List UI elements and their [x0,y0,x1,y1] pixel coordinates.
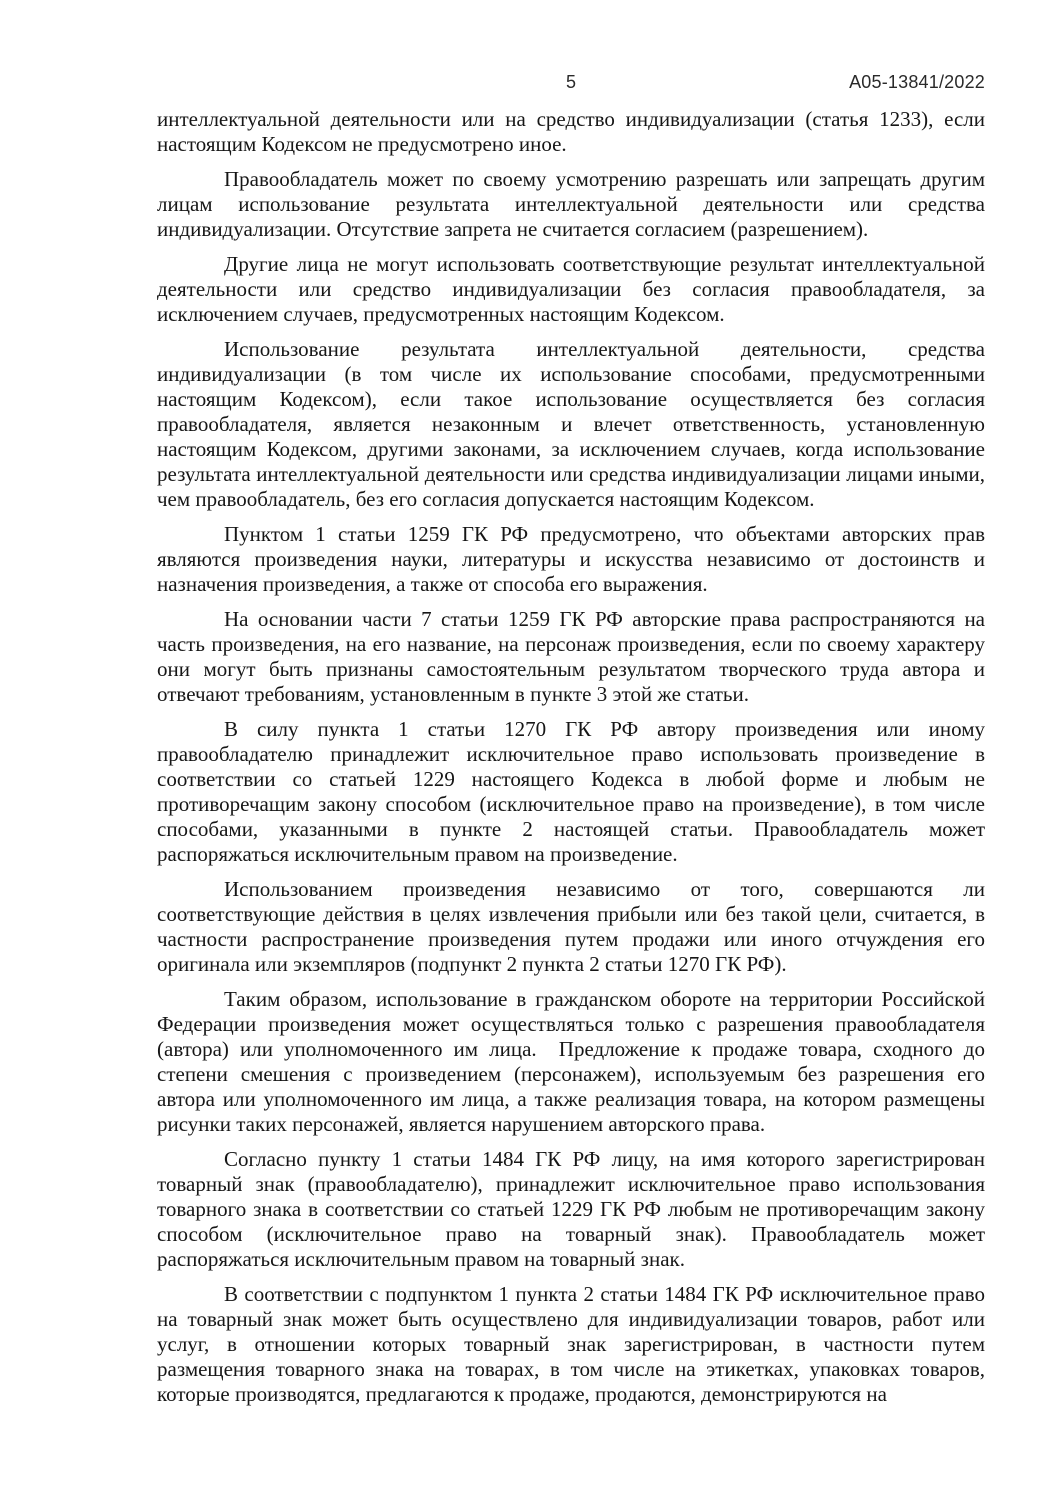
paragraph-5: Пунктом 1 статьи 1259 ГК РФ предусмотрено, что объектами авторских прав являются произведения науки, литературы и искусства независимо от достоинств и назначения произведения, а также от способа его выражения. [157,522,985,596]
page-header [157,72,985,96]
paragraph-2: Правообладатель может по своему усмотрению разрешать или запрещать другим лицам использование результата интеллектуальной деятельности или средства индивидуализации. Отсутствие запрета не считается согласием (разрешением). [157,167,985,241]
document-body [157,107,985,1417]
paragraph-4: Использование результата интеллектуальной деятельности, средства индивидуализации (в том числе их использование способами, предусмотренными настоящим Кодексом), если такое использование осуществляется без согласия правообладателя, является незаконным и влечет ответственность, установленную настоящим Кодексом, другими законами, за исключением случаев, когда использование результата интеллектуальной деятельности или средства индивидуализации лицами иными, чем правообладатель, без его согласия допускается настоящим Кодексом. [157,337,985,511]
paragraph-9: Таким образом, использование в гражданском обороте на территории Российской Федерации произведения может осуществляться только с разрешения правообладателя (автора) или уполномоченного им лица. Предложение к продаже товара, сходного до степени смешения с произведением (персонажем), используемым без разрешения его автора или уполномоченного им лица, а также реализация товара, на котором размещены рисунки таких персонажей, является нарушением авторского права. [157,987,985,1136]
paragraph-7: В силу пункта 1 статьи 1270 ГК РФ автору произведения или иному правообладателю принадлежит исключительное право использовать произведение в соответствии со статьей 1229 настоящего Кодекса в любой форме и любым не противоречащим закону способом (исключительное право на произведение), в том числе способами, указанными в пункте 2 настоящей статьи. Правообладатель может распоряжаться исключительным правом на произведение. [157,717,985,866]
paragraph-1: интеллектуальной деятельности или на средство индивидуализации (статья 1233), если настоящим Кодексом не предусмотрено иное. [157,107,985,156]
paragraph-10: Согласно пункту 1 статьи 1484 ГК РФ лицу, на имя которого зарегистрирован товарный знак (правообладателю), принадлежит исключительное право использования товарного знака в соответствии со статьей 1229 ГК РФ любым не противоречащим закону способом (исключительное право на товарный знак). Правообладатель может распоряжаться исключительным правом на товарный знак. [157,1147,985,1271]
paragraph-8: Использованием произведения независимо от того, совершаются ли соответствующие действия в целях извлечения прибыли или без такой цели, считается, в частности распространение произведения путем продажи или иного отчуждения его оригинала или экземпляров (подпункт 2 пункта 2 статьи 1270 ГК РФ). [157,877,985,976]
paragraph-6: На основании части 7 статьи 1259 ГК РФ авторские права распространяются на часть произведения, на его название, на персонаж произведения, если по своему характеру они могут быть признаны самостоятельным результатом творческого труда автора и отвечают требованиям, установленным в пункте 3 этой же статьи. [157,607,985,706]
page-number: 5 [565,72,577,92]
paragraph-11: В соответствии с подпунктом 1 пункта 2 статьи 1484 ГК РФ исключительное право на товарный знак может быть осуществлено для индивидуализации товаров, работ или услуг, в отношении которых товарный знак зарегистрирован, в частности путем размещения товарного знака на товарах, в том числе на этикетках, упаковках товаров, которые производятся, предлагаются к продаже, продаются, демонстрируются на [157,1282,985,1406]
case-number: А05-13841/2022 [849,72,985,92]
paragraph-3: Другие лица не могут использовать соответствующие результат интеллектуальной деятельности или средство индивидуализации без согласия правообладателя, за исключением случаев, предусмотренных настоящим Кодексом. [157,252,985,326]
